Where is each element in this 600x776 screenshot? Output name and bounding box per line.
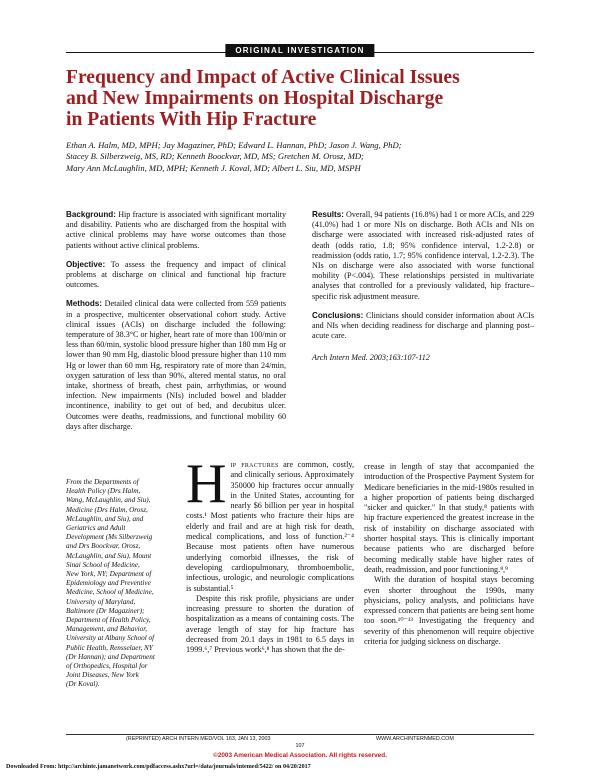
body-paragraph xyxy=(186,453,354,594)
article-title xyxy=(66,67,506,130)
abstract-methods xyxy=(66,299,286,432)
body-middle-column xyxy=(186,453,354,656)
results-label: Results: xyxy=(312,210,344,219)
affiliation-line: Epidemiology and Preventive xyxy=(66,579,151,588)
author-line: Stacey B. Silberzweig, MS, RD; Kenneth Boockvar, MD, MS; Gretchen M. Orosz, MD; xyxy=(66,151,364,162)
title-line: and New Impairments on Hospital Discharge xyxy=(66,88,444,109)
affiliation-line: Medicine, School of Medicine, xyxy=(66,588,154,597)
body-text: are common, costly, and clinically serious. Approximately 350000 hip fractures occur annually in the United States, accounting for nearly $6 billion per year in hospital costs.¹ Most patients who fracture their hips are elderly and frail and are at high risk for death, medical complications, and loss of function.²⁻⁴ Because most patients often have numerous underlying comorbid illnesses, the risk of developing cardiopulmonary, thromboembolic, infectious, urologic, and neurologic complications is substantial.⁵ xyxy=(186,460,354,593)
affiliation-line: Wang, McLaughlin, and Siu), xyxy=(66,496,151,505)
abstract-right-column xyxy=(312,210,534,362)
body-paragraph xyxy=(364,462,534,575)
download-notice: Downloaded From: http://archinte.jamanetwork.com/pdfaccess.ashx?url=/data/journals/intemed/5422/ on 04/20/2017 xyxy=(6,764,311,770)
background-label: Background: xyxy=(66,210,116,219)
body-right-column xyxy=(364,462,534,647)
abstract-objective xyxy=(66,260,286,291)
methods-label: Methods: xyxy=(66,299,102,309)
conclusions-label: Conclusions: xyxy=(312,310,364,320)
copyright-notice: ©2003 American Medical Association. All rights reserved. xyxy=(213,752,387,759)
affiliation-line: and Drs Boockvar, Orosz, xyxy=(66,542,141,551)
results-text: Overall, 94 patients (16.8%) had 1 or more ACIs, and 229 (41.0%) had 1 or more NIs on discharge. Both ACIs and NIs on discharge were associated with increased risk-adjusted rates of death (odds ratio, 1.8; 95% confidence interval, 1.2-2.8) or readmission (odds ratio, 1.7; 95% confidence interval, 1.2-2.3). The NIs on discharge were also associated with worse functional mobility (P<.004). These relationships persisted in multivariate analyses that controlled for a previously validated, hip fracture–specific risk adjustment measure. xyxy=(312,210,534,301)
affiliation-line: Public Health, Rensselaer, NY xyxy=(66,643,153,652)
affiliation-line: McLaughlin, and Siu), Mount xyxy=(66,551,152,560)
body-text: crease in length of stay that accompanied the introduction of the Prospective Payment System for Medicare beneficiaries in the mid-1980s resulted in a higher proportion of patients being discharged "sicker and quicker." In that study,⁸ patients with hip fracture experienced the greatest increase in the risk of instability on discharge associated with shorter hospital stays. This is clinically important because patients who are discharged before becoming medically stable have higher rates of death, readmission, and poor functioning.⁸,⁹ xyxy=(364,462,534,574)
affiliation-line: Sinai School of Medicine, xyxy=(66,560,140,569)
body-paragraph xyxy=(364,575,534,647)
author-list xyxy=(66,140,496,174)
title-line: Frequency and Impact of Active Clinical Issues xyxy=(66,67,460,88)
body-text: With the duration of hospital stays becoming even shorter throughout the 1990s, many physicians, policy analysts, and politicians have expressed concern that patients are being sent home too soon.¹⁰⁻¹³ Investigating the frequency and severity of this phenomenon will require objective criteria for judging sickness on discharge. xyxy=(364,575,534,647)
affiliation-line: (Dr Hannan); and Department xyxy=(66,652,155,661)
title-line: in Patients With Hip Fracture xyxy=(66,109,317,130)
abstract-left-column xyxy=(66,210,286,441)
abstract-conclusions xyxy=(312,311,534,342)
affiliation-line: Health Policy (Drs Halm, xyxy=(66,487,141,496)
methods-text: Detailed clinical data were collected from 559 patients in a prospective, multicenter observational cohort study. Active clinical issues (ACIs) on discharge included the following: temperature of 38.3°C or higher, heart rate of more than 100/min or less than 60/min, systolic blood pressure higher than 180 mm Hg or lower than 90 mm Hg, diastolic blood pressure higher than 110 mm Hg or lower than 60 mm Hg, respiratory rate of more than 24/min, oxygen saturation of less than 90%, altered mental status, no oral intake, shortness of breath, chest pain, arrhythmias, or wound infection. New impairments (NIs) included bowel and bladder incontinence, inability to get out of bed, and decubitus ulcer. Outcomes were deaths, readmissions, and functional mobility 60 days after discharge. xyxy=(66,299,286,431)
lead-in: ip fractures xyxy=(230,460,279,469)
abstract-background xyxy=(66,210,286,251)
affiliation-line: Management, and Behavior, xyxy=(66,625,148,634)
background-text: Hip fracture is associated with significant mortality and disability. Patients who are discharged from the hospital with active clinical problems may have worse outcomes than those patients without active clinical problems. xyxy=(66,210,286,250)
journal-website[interactable]: WWW.ARCHINTERNMED.COM xyxy=(376,736,454,742)
author-line: Ethan A. Halm, MD, MPH; Jay Magaziner, PhD; Edward L. Hannan, PhD; Jason J. Wang, PhD; xyxy=(66,140,402,150)
drop-cap: H xyxy=(186,453,227,515)
conclusions-text: Clinicians should consider information about ACIs and NIs when deciding readiness for discharge and planning post–acute care. xyxy=(312,310,534,341)
author-affiliations xyxy=(66,478,184,690)
body-text: Despite this risk profile, physicians are under increasing pressure to shorten the duration of hospitalization as a means of containing costs. The average length of stay for hip fracture has decreased from 20.1 days in 1981 to 6.5 days in 1999.⁶,⁷ Previous work⁶,⁸ has shown that the de- xyxy=(186,593,354,655)
abstract-results xyxy=(312,210,534,302)
affiliation-line: Geriatrics and Adult xyxy=(66,524,126,533)
affiliation-line: of Orthopedics, Hospital for xyxy=(66,662,148,671)
affiliation-line: Joint Diseases, New York xyxy=(66,671,139,680)
affiliation-line: Baltimore (Dr Magaziner); xyxy=(66,606,145,615)
objective-text: To assess the frequency and impact of clinical problems at discharge on clinical and functional hip fracture outcomes. xyxy=(66,259,286,290)
objective-label: Objective: xyxy=(66,259,106,269)
affiliation-line: Department of Health Policy, xyxy=(66,616,151,625)
affiliation-line: Medicine (Drs Halm, Orosz, xyxy=(66,505,148,514)
affiliation-line: University of Maryland, xyxy=(66,597,136,606)
affiliation-line: Development (Ms Silberzweig xyxy=(66,533,153,542)
author-line: Mary Ann McLaughlin, MD, MPH; Kenneth J. Koval, MD; Albert L. Siu, MD, MSPH xyxy=(66,162,361,173)
affiliation-line: (Dr Koval). xyxy=(66,680,100,689)
section-label: ORIGINAL INVESTIGATION xyxy=(225,44,374,57)
affiliation-line: From the Departments of xyxy=(66,478,139,486)
article-citation: Arch Intern Med. 2003;163:107-112 xyxy=(312,353,430,363)
footer-rule xyxy=(66,734,534,735)
page-number: 107 xyxy=(295,743,305,749)
journal-info: (REPRINTED) ARCH INTERN MED/VOL 163, JAN 13, 2003 xyxy=(126,736,271,742)
affiliation-line: McLaughlin, and Siu), and xyxy=(66,514,144,523)
body-paragraph xyxy=(186,594,354,656)
affiliation-line: University at Albany School of xyxy=(66,634,155,643)
affiliation-line: New York, NY; Department of xyxy=(66,570,152,579)
